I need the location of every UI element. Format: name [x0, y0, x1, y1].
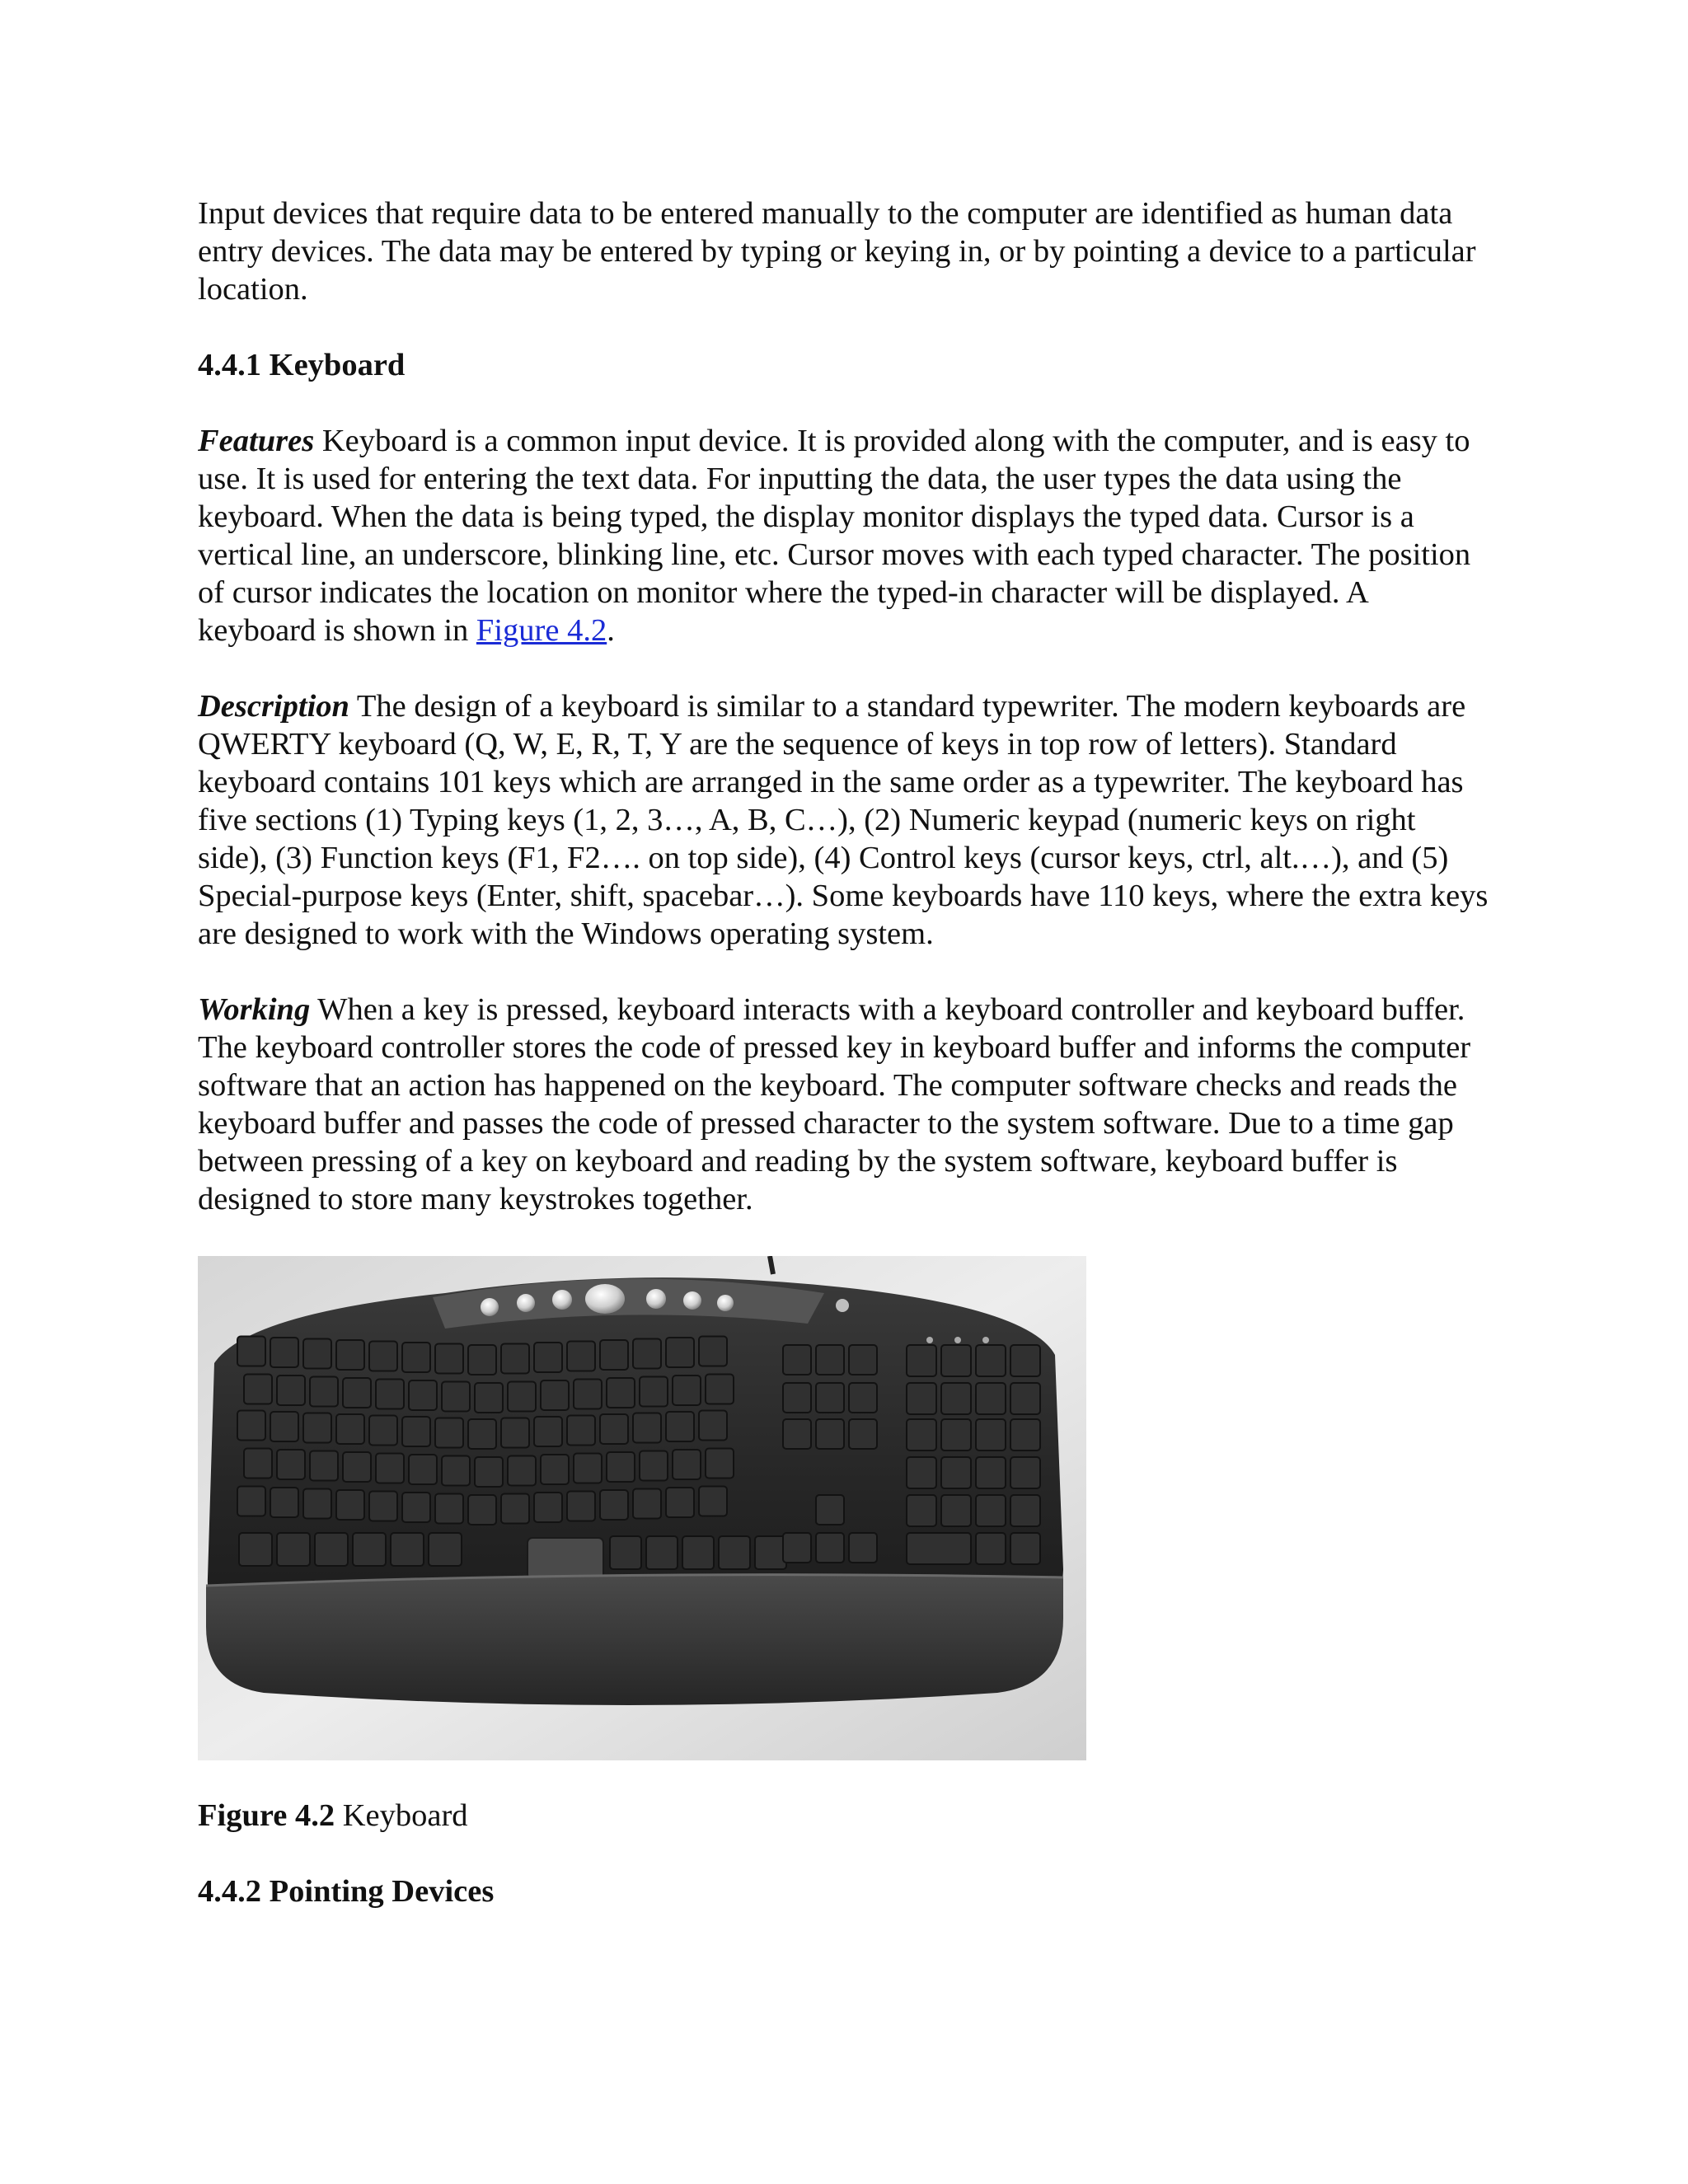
keycap — [303, 1413, 331, 1443]
keycap — [1010, 1533, 1040, 1564]
keycap — [468, 1345, 496, 1375]
keycap — [237, 1411, 265, 1441]
keycap — [508, 1382, 536, 1412]
keycap — [907, 1457, 936, 1488]
keycap — [435, 1344, 463, 1374]
keycap — [277, 1533, 310, 1566]
keycap — [1010, 1457, 1040, 1488]
keycap — [816, 1383, 844, 1413]
keycap — [435, 1494, 463, 1524]
keycap — [336, 1490, 364, 1520]
keycap — [633, 1413, 661, 1443]
keycap — [429, 1533, 462, 1566]
keycap — [468, 1419, 496, 1449]
keycap — [534, 1417, 562, 1446]
keycap — [699, 1487, 727, 1516]
keycap — [343, 1378, 371, 1408]
keycap — [270, 1338, 298, 1367]
keycap — [849, 1383, 877, 1413]
keycap — [976, 1457, 1006, 1488]
keycap — [409, 1455, 437, 1484]
keycap — [607, 1378, 635, 1408]
keycap — [816, 1495, 844, 1525]
keycap — [541, 1380, 569, 1410]
figure-caption-text: Keyboard — [335, 1798, 468, 1833]
keycap — [706, 1375, 734, 1404]
keycap — [468, 1495, 496, 1525]
keycap — [376, 1380, 404, 1409]
keycap — [475, 1383, 503, 1413]
keycap — [666, 1338, 694, 1367]
keyboard-image — [198, 1256, 1086, 1760]
keycap — [475, 1457, 503, 1487]
keycap — [976, 1533, 1006, 1564]
keycap — [673, 1376, 701, 1405]
keycap — [640, 1451, 668, 1481]
features-paragraph — [198, 422, 1492, 649]
keycap — [369, 1492, 397, 1521]
keycap — [976, 1419, 1006, 1451]
keycap — [303, 1489, 331, 1519]
working-lead: Working — [198, 992, 311, 1027]
keycap — [600, 1414, 628, 1444]
keycap — [310, 1377, 338, 1407]
keycap — [501, 1494, 529, 1524]
keycap — [907, 1495, 936, 1526]
keycap — [783, 1419, 811, 1449]
keycap — [907, 1419, 936, 1451]
section-heading-keyboard: 4.4.1 Keyboard — [198, 348, 406, 382]
palm-rest — [206, 1575, 1063, 1705]
keycap — [270, 1488, 298, 1517]
keycap — [534, 1493, 562, 1522]
keycap — [941, 1419, 971, 1451]
keycap — [907, 1383, 936, 1414]
keycap — [666, 1412, 694, 1441]
keycap — [640, 1377, 668, 1407]
keycap — [633, 1489, 661, 1519]
keycap — [783, 1345, 811, 1375]
keycap — [541, 1455, 569, 1484]
keycap — [941, 1457, 971, 1488]
keycap — [534, 1343, 562, 1372]
keycap — [336, 1414, 364, 1444]
keycap — [237, 1337, 265, 1366]
keycap — [1010, 1495, 1040, 1526]
description-text: The design of a keyboard is similar to a standard typewriter. The modern keyboards are QWERTY keyboard (Q, W, E, R, T, Y are the sequence of keys in top row of letters). Standard keyboard contains 101 keys which are arranged in the same order as a typewriter. The keyboard has five sections (1) Typing keys (1, 2, 3…, A, B, C…), (2) Numeric keypad (numeric keys on right side), (3) Function keys (F1, F2…. on top side), (4) Control keys (cursor keys, ctrl, alt.…), and (5) Special-purpose keys (Enter, shift, spacebar…). Some keyboards have 110 keys, where the extra keys are designed to work with the Windows operating system. — [198, 689, 1489, 951]
keycap — [755, 1536, 786, 1569]
intro-paragraph: Input devices that require data to be entered manually to the computer are identified as human data entry devices. The data may be entered by typing or keying in, or by pointing a device to a particular location. — [198, 196, 1476, 307]
keyboard-photo — [198, 1256, 1086, 1760]
keycap — [849, 1533, 877, 1563]
keycap — [353, 1533, 386, 1566]
working-text: When a key is pressed, keyboard interacts with a keyboard controller and keyboard buffer. The keyboard controller stores the code of pressed key in keyboard buffer and informs the computer software that an action has happened on the keyboard. The computer software checks and reads the keyboard buffer and passes the code of pressed character to the system software. Due to a time gap between pressing of a key on keyboard and reading by the system software, keyboard buffer is designed to store many keystrokes together. — [198, 992, 1471, 1216]
keycap — [816, 1419, 844, 1449]
keycap — [976, 1345, 1006, 1376]
keycap — [574, 1380, 602, 1409]
keycap — [976, 1495, 1006, 1526]
keycap — [1010, 1419, 1040, 1451]
keycap — [501, 1344, 529, 1374]
keycap — [666, 1488, 694, 1517]
figure-caption — [198, 1797, 1492, 1835]
keycap — [699, 1411, 727, 1441]
keycap — [277, 1450, 305, 1479]
keycap — [646, 1536, 678, 1569]
keycap — [673, 1450, 701, 1479]
keycap — [907, 1533, 971, 1564]
keycap — [567, 1416, 595, 1446]
keycap — [376, 1454, 404, 1483]
keycap — [816, 1533, 844, 1563]
description-lead: Description — [198, 689, 349, 724]
keycap — [237, 1487, 265, 1516]
keycap — [244, 1375, 272, 1404]
keycap — [816, 1345, 844, 1375]
keycap — [682, 1536, 714, 1569]
keycap — [600, 1490, 628, 1520]
document-page — [198, 194, 1492, 1948]
keycap — [719, 1536, 750, 1569]
keycap — [239, 1533, 272, 1566]
keycap — [501, 1418, 529, 1448]
features-after: . — [607, 613, 615, 648]
keycap — [941, 1345, 971, 1376]
keycap — [402, 1343, 430, 1372]
keycap — [303, 1339, 331, 1369]
keycap — [508, 1456, 536, 1486]
keycap — [310, 1451, 338, 1481]
keycap — [941, 1495, 971, 1526]
keycap — [976, 1383, 1006, 1414]
keycap — [610, 1536, 641, 1569]
keycap — [567, 1342, 595, 1371]
features-text: Keyboard is a common input device. It is provided along with the computer, and is easy to use. It is used for entering the text data. For inputting the data, the user types the data using the keyboard. When the data is being typed, the display monitor displays the typed data. Cursor is a vertical line, an underscore, blinking line, etc. Cursor moves with each typed character. The position of cursor indicates the location on monitor where the typed-in character will be displayed. A keyboard is shown in — [198, 424, 1471, 648]
keycap — [369, 1416, 397, 1446]
keycap — [402, 1493, 430, 1522]
keycap — [941, 1383, 971, 1414]
keycap — [600, 1340, 628, 1370]
keycap — [1010, 1345, 1040, 1376]
keycap — [706, 1449, 734, 1479]
figure-label: Figure 4.2 — [198, 1798, 335, 1833]
keycap — [633, 1339, 661, 1369]
keycap — [409, 1380, 437, 1410]
keycap — [391, 1533, 424, 1566]
keycap — [783, 1533, 811, 1563]
keycap — [783, 1383, 811, 1413]
keycap — [574, 1454, 602, 1483]
keycap — [343, 1452, 371, 1482]
working-paragraph — [198, 991, 1492, 1218]
keycap — [442, 1456, 470, 1486]
keycap — [849, 1345, 877, 1375]
description-paragraph — [198, 687, 1492, 953]
keycap — [849, 1419, 877, 1449]
keycap — [442, 1382, 470, 1412]
keycap — [270, 1412, 298, 1441]
keycap — [435, 1418, 463, 1448]
keycap — [402, 1417, 430, 1446]
keycap — [567, 1492, 595, 1521]
figure-4-2-link[interactable]: Figure 4.2 — [476, 613, 607, 648]
keycap — [336, 1340, 364, 1370]
keycap — [699, 1337, 727, 1366]
keycap — [244, 1449, 272, 1479]
features-lead: Features — [198, 424, 315, 458]
keycap — [315, 1533, 348, 1566]
keycap — [1010, 1383, 1040, 1414]
keycap — [907, 1345, 936, 1376]
keycap — [277, 1376, 305, 1405]
keycap — [607, 1452, 635, 1482]
keycap — [369, 1342, 397, 1371]
section-heading-pointing-devices: 4.4.2 Pointing Devices — [198, 1874, 495, 1909]
